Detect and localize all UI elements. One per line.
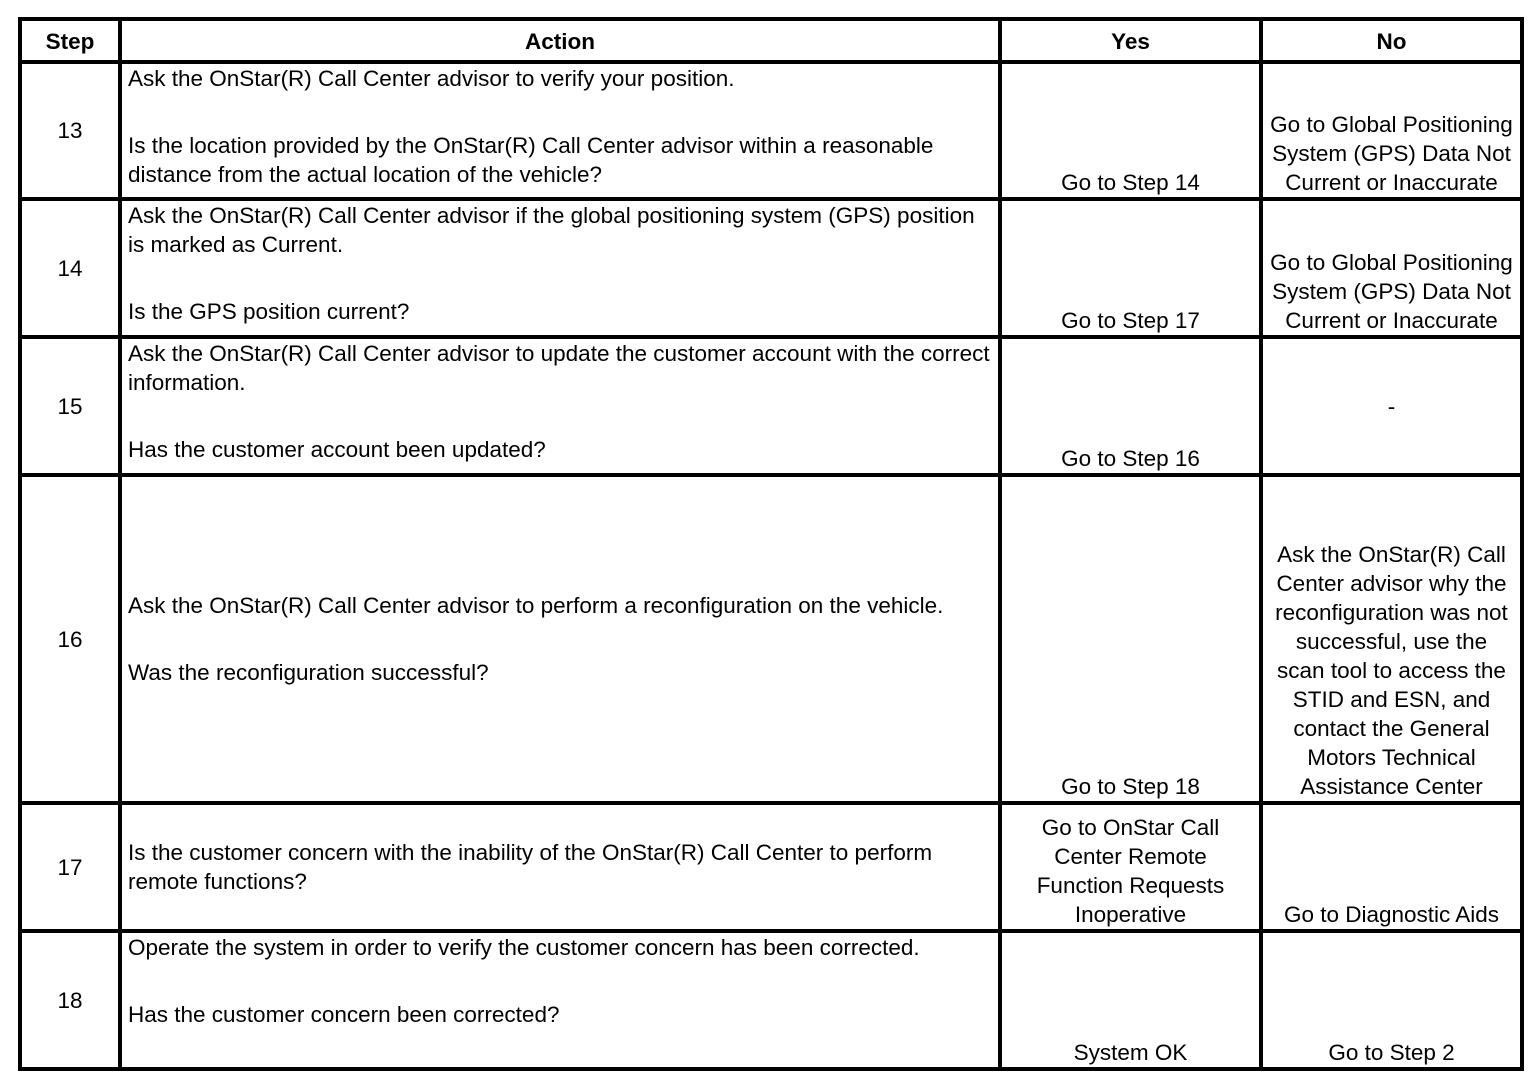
step-number: 15 (20, 337, 120, 475)
action-cell (120, 803, 1000, 931)
step-number: 17 (20, 803, 120, 931)
action-instruction: Operate the system in order to verify the customer concern has been corrected. (128, 935, 920, 960)
yes-result: Go to Step 17 (1000, 199, 1261, 337)
yes-result: Go to OnStar Call Center Remote Function Requests Inoperative (1000, 803, 1261, 931)
step-number: 14 (20, 199, 120, 337)
yes-result: System OK (1000, 931, 1261, 1069)
table-row (20, 803, 1522, 931)
step-number: 16 (20, 475, 120, 803)
header-no: No (1261, 19, 1522, 62)
header-action: Action (120, 19, 1000, 62)
diagnostic-table (18, 17, 1524, 1071)
no-result: Go to Global Positioning System (GPS) Data Not Current or Inaccurate (1261, 199, 1522, 337)
no-result: Go to Step 2 (1261, 931, 1522, 1069)
table-row (20, 62, 1522, 199)
step-number: 13 (20, 62, 120, 199)
action-question: Was the reconfiguration successful? (128, 660, 489, 685)
no-result: Ask the OnStar(R) Call Center advisor why the reconfiguration was not successful, use the scan tool to access the STID and ESN, and contact the General Motors Technical Assistance Center (1261, 475, 1522, 803)
table-row (20, 199, 1522, 337)
action-instruction: Ask the OnStar(R) Call Center advisor to perform a reconfiguration on the vehicle. (128, 593, 944, 618)
action-cell (120, 931, 1000, 1069)
table-row (20, 475, 1522, 803)
no-result: - (1261, 337, 1522, 475)
step-number: 18 (20, 931, 120, 1069)
action-instruction: Ask the OnStar(R) Call Center advisor to verify your position. (128, 66, 735, 91)
yes-result: Go to Step 16 (1000, 337, 1261, 475)
action-instruction: Ask the OnStar(R) Call Center advisor to update the customer account with the correct information. (128, 341, 990, 395)
action-question: Has the customer account been updated? (128, 437, 546, 462)
action-question: Is the customer concern with the inability of the OnStar(R) Call Center to perform remote functions? (128, 840, 933, 894)
action-cell (120, 337, 1000, 475)
yes-result: Go to Step 14 (1000, 62, 1261, 199)
action-instruction: Ask the OnStar(R) Call Center advisor if the global positioning system (GPS) position is marked as Current. (128, 203, 975, 257)
header-yes: Yes (1000, 19, 1261, 62)
action-cell (120, 62, 1000, 199)
yes-result: Go to Step 18 (1000, 475, 1261, 803)
header-row (20, 19, 1522, 62)
action-question: Has the customer concern been corrected? (128, 1002, 560, 1027)
action-cell (120, 475, 1000, 803)
header-step: Step (20, 19, 120, 62)
table-row (20, 337, 1522, 475)
action-cell (120, 199, 1000, 337)
no-result: Go to Diagnostic Aids (1261, 803, 1522, 931)
action-question: Is the location provided by the OnStar(R) Call Center advisor within a reasonable distance from the actual location of the vehicle? (128, 133, 934, 187)
table-row (20, 931, 1522, 1069)
no-result: Go to Global Positioning System (GPS) Data Not Current or Inaccurate (1261, 62, 1522, 199)
action-question: Is the GPS position current? (128, 299, 410, 324)
